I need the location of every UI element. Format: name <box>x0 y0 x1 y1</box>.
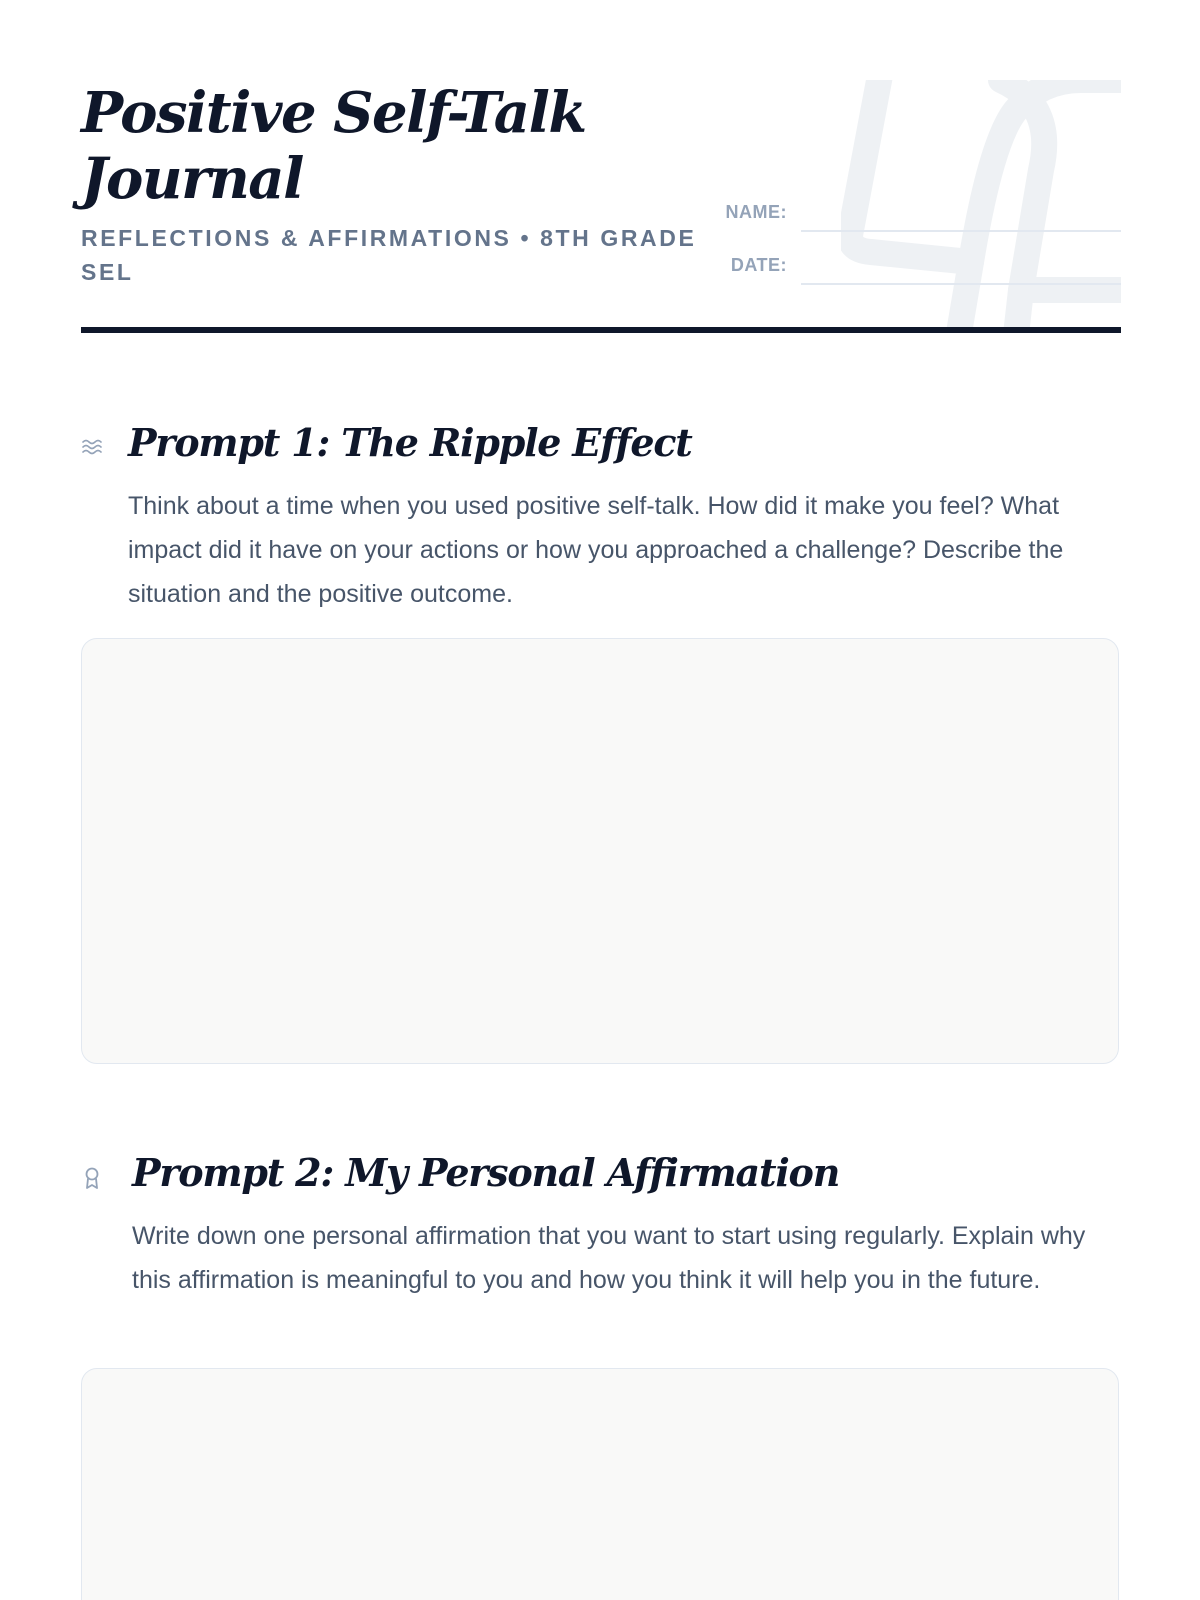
prompt-2-answer-box[interactable] <box>81 1368 1119 1600</box>
page-title: Positive Self-Talk Journal <box>81 80 586 212</box>
prompt-1-answer-box[interactable] <box>81 638 1119 1064</box>
name-label: NAME: <box>725 202 787 222</box>
page-subtitle: REFLECTIONS & AFFIRMATIONS • 8TH GRADE SEL <box>81 225 697 285</box>
prompt-1-text: Think about a time when you used positive self-talk. How did it make you feel? What impact did it have on your actions or how you approached a challenge? Describe the situation and the positive outcome. <box>128 492 1064 608</box>
journal-page <box>81 0 1121 1600</box>
waves-icon <box>81 436 103 460</box>
date-field[interactable] <box>701 255 1121 285</box>
prompt-2-heading: Prompt 2: My Personal Affirmation <box>132 1150 840 1195</box>
prompt-1-heading: Prompt 1: The Ripple Effect <box>128 420 692 465</box>
date-label: DATE: <box>730 255 787 275</box>
date-line[interactable] <box>801 283 1121 285</box>
name-line[interactable] <box>801 230 1121 232</box>
prompt-2-text: Write down one personal affirmation that you want to start using regularly. Explain why this affirmation is meaningful to you and how you think it will help you in the future. <box>132 1222 1086 1294</box>
award-ribbon-icon <box>81 1166 103 1190</box>
header-divider <box>81 327 1121 333</box>
name-field[interactable] <box>701 202 1121 232</box>
